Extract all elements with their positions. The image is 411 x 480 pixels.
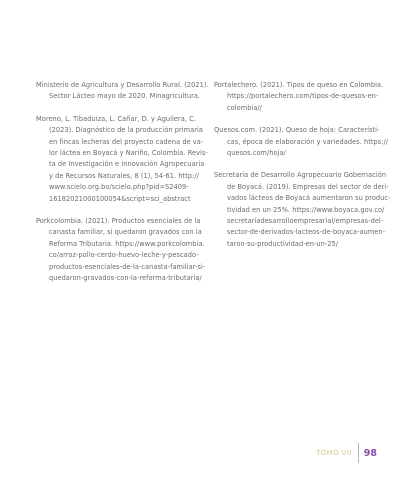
reference-line: quedaron-gravados-con-la-reforma-tributaria/ bbox=[49, 274, 202, 283]
references-left-column bbox=[36, 80, 209, 296]
reference-entry bbox=[36, 114, 206, 205]
page-footer bbox=[316, 443, 377, 463]
reference-line: Reforma Tributaria. https://www.porkcolombia. bbox=[49, 239, 205, 248]
reference-line: colombia// bbox=[227, 103, 262, 112]
reference-entry bbox=[36, 80, 209, 103]
reference-line: tividad en un 25%. https://www.boyaca.gov.co/ bbox=[227, 205, 385, 214]
reference-line: co/arroz-pollo-cerdo-huevo-leche-y-pescado- bbox=[49, 251, 199, 260]
reference-line: Ministerio de Agricultura y Desarrollo Rural. (2021). bbox=[36, 81, 209, 89]
reference-line: Moreno, L. Tibaduiza, L. Cañar, D. y Aguilera, C. bbox=[36, 114, 196, 123]
reference-entry bbox=[214, 125, 389, 159]
footer-divider bbox=[358, 443, 359, 463]
reference-line: cas, época de elaboración y variedades. https:// bbox=[227, 137, 389, 146]
reference-line: secretariadesarrolloempresarial/empresas-del- bbox=[227, 217, 384, 226]
reference-line: taron-su-productividad-en-un-25/ bbox=[227, 239, 339, 248]
reference-line: y de Recursos Naturales, 8 (1), 54-61. http:// bbox=[49, 171, 199, 180]
reference-line: ta de Investigación e Innovación Agropecuaria bbox=[49, 160, 205, 169]
reference-line: www.scielo.org.bo/scielo.php?pid=S2409- bbox=[49, 183, 189, 192]
reference-line: Porkcolombia. (2021). Productos esenciales de la bbox=[36, 217, 201, 226]
reference-line: Sector Lácteo mayo de 2020. Minagricultura. bbox=[49, 92, 201, 101]
reference-entry bbox=[36, 216, 206, 284]
reference-line: Portalechero. (2021). Tipos de queso en Colombia. bbox=[214, 81, 384, 89]
reference-line: Quesos.com. (2021). Queso de hoja: Característi- bbox=[214, 126, 380, 135]
reference-line: quesos.com/hoja/ bbox=[227, 149, 286, 158]
volume-label: TOMO VII bbox=[316, 449, 352, 457]
page-number: 98 bbox=[363, 447, 377, 459]
reference-line: en fincas lecheras del proyecto cadena de va- bbox=[49, 137, 204, 146]
reference-line: https://portalechero.com/tipos-de-quesos-en- bbox=[227, 92, 379, 101]
reference-line: canasta familiar, si quedaron gravados con la bbox=[49, 228, 202, 237]
reference-line: (2023). Diagnóstico de la producción primaria bbox=[49, 126, 203, 135]
reference-line: Secretaría de Desarrollo Agropecuario Gobernación bbox=[214, 171, 387, 180]
reference-line: lor láctea en Boyacá y Nariño, Colombia. Revis- bbox=[49, 149, 208, 158]
reference-line: vados lácteos de Boyacá aumentaron su produc- bbox=[227, 194, 391, 203]
reference-line: de Boyacá. (2019). Empresas del sector de deri- bbox=[227, 182, 389, 191]
reference-line: productos-esenciales-de-la-canasta-familiar-si- bbox=[49, 262, 206, 271]
reference-line: 16182021000100054&script=sci_abstract bbox=[49, 194, 191, 203]
reference-entry bbox=[214, 170, 391, 250]
references-right-column bbox=[214, 80, 391, 261]
reference-entry bbox=[214, 80, 384, 114]
reference-line: sector-de-derivados-lacteos-de-boyaca-aumen- bbox=[227, 228, 386, 237]
